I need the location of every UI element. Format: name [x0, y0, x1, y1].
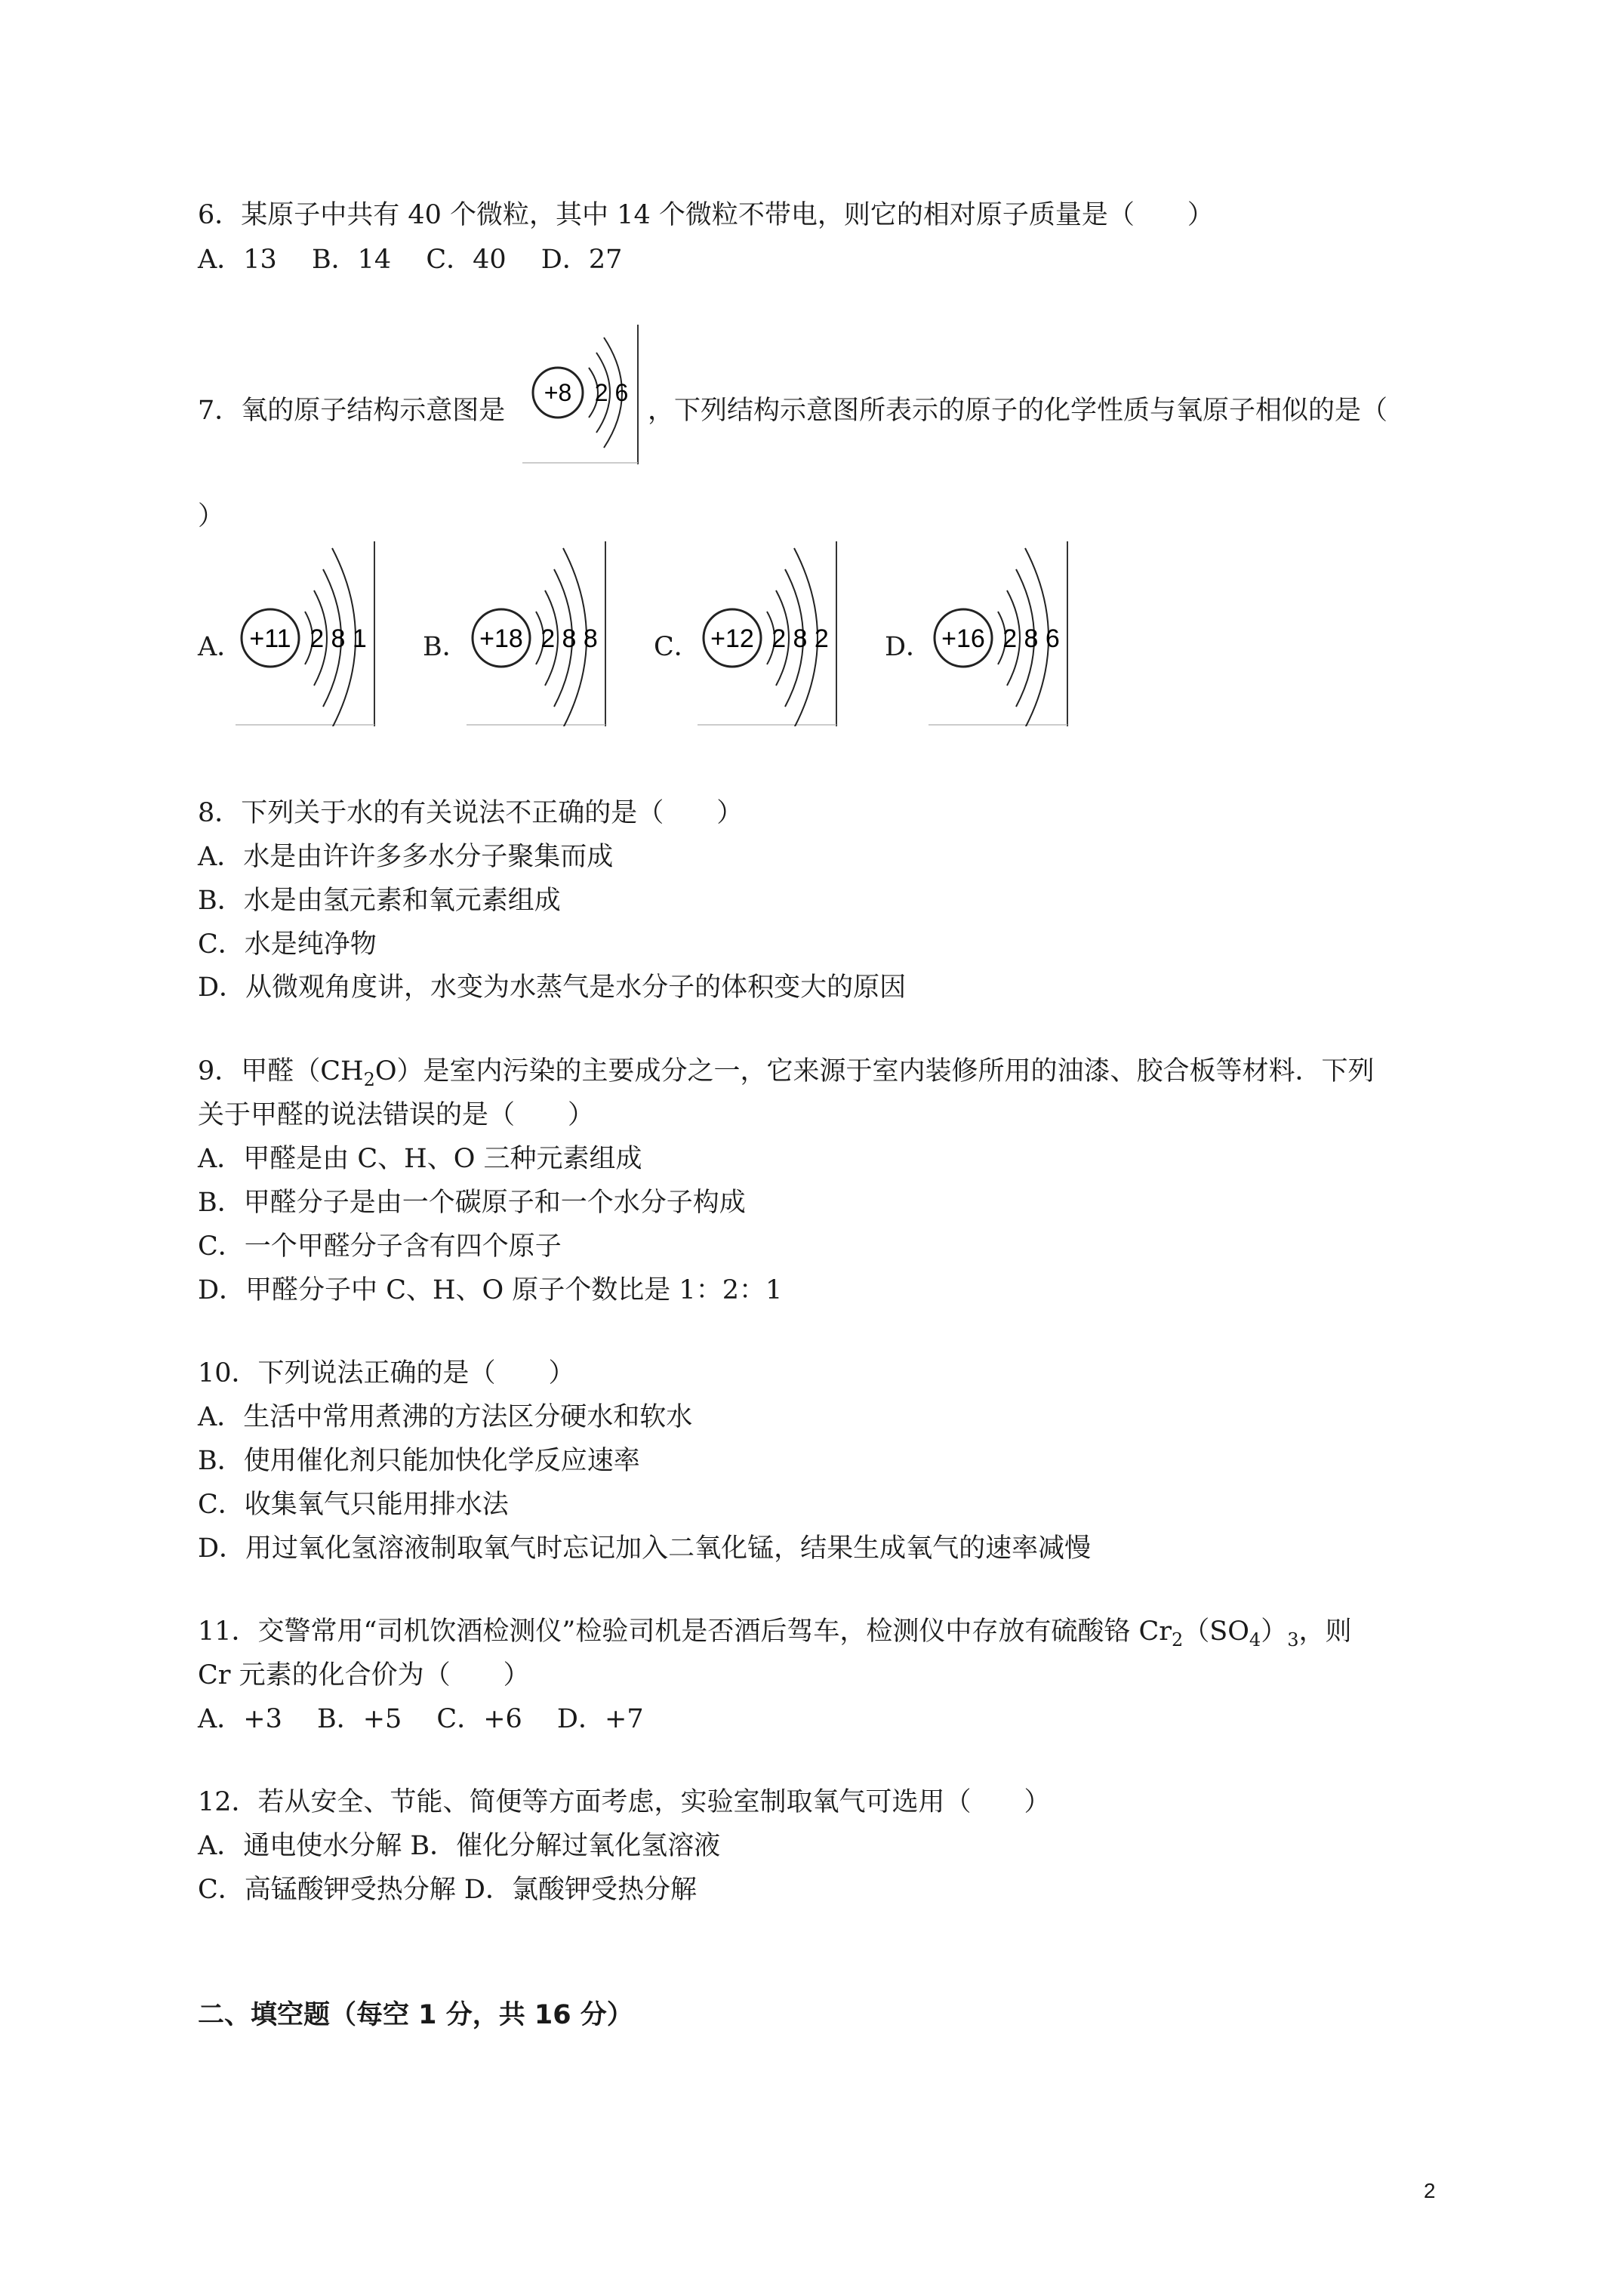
q10-option-b: B．使用催化剂只能加快化学反应速率 — [198, 1446, 640, 1476]
oxygen-electrons: 2 6 — [594, 379, 629, 406]
q12-stem: 12．若从安全、节能、简便等方面考虑，实验室制取氧气可选用（ ） — [198, 1787, 1051, 1817]
q7-option-b-nucleus: +18 — [479, 624, 523, 653]
q10-option-d: D．用过氧化氢溶液制取氧气时忘记加入二氧化锰，结果生成氧气的速率减慢 — [198, 1533, 1092, 1564]
q7-option-d-nucleus: +16 — [941, 624, 985, 653]
q7-option-d-label: D． — [885, 632, 933, 662]
q7-stem-after: ，下列结构示意图所表示的原子的化学性质与氧原子相似的是（ — [648, 396, 1388, 426]
q10-option-a: A．生活中常用煮沸的方法区分硬水和软水 — [198, 1402, 693, 1432]
q7-option-c-electrons: 2 8 2 — [771, 624, 829, 653]
q8-option-a: A．水是由许许多多水分子聚集而成 — [198, 842, 614, 872]
page-number: 2 — [1424, 2179, 1436, 2202]
q7-option-b-diagram — [467, 538, 610, 726]
q7-stem-before: 7．氧的原子结构示意图是 — [198, 396, 506, 426]
q7-option-c-nucleus: +12 — [710, 624, 754, 653]
q11-options: A．+3 B．+5 C．+6 D．+7 — [198, 1704, 644, 1734]
q9-stem: 9．甲醛$(CH_2O)$是室内污染的主要成分之一，它来源于室内装修所用的油漆、胶合板等材料．下列 — [198, 1056, 1375, 1090]
q7-option-a-label: A． — [198, 632, 244, 662]
q7-option-a-nucleus: +11 — [249, 624, 291, 653]
q12-options-cd: C．高锰酸钾受热分解 D．氯酸钾受热分解 — [198, 1875, 697, 1905]
q7-option-a-diagram — [236, 538, 379, 726]
q8-option-d: D．从微观角度讲，水变为水蒸气是水分子的体积变大的原因 — [198, 972, 907, 1003]
q7-option-d-electrons: 2 8 6 — [1002, 624, 1060, 653]
q9-option-d: D．甲醛分子中 C、H、O 原子个数比是 1：2：1 — [198, 1275, 783, 1305]
q7-option-b-electrons: 2 8 8 — [540, 624, 598, 653]
q7-option-d-diagram — [929, 538, 1072, 726]
oxygen-atom-diagram — [522, 321, 643, 464]
q7-option-b-label: B． — [423, 632, 469, 662]
q11-stem-line2: Cr 元素的化合价为（ ） — [198, 1660, 530, 1690]
section-heading: 二、填空题（每空 1 分，共 16 分） — [198, 2000, 633, 2030]
q10-option-c: C．收集氧气只能用排水法 — [198, 1490, 509, 1520]
q9-option-c: C．一个甲醛分子含有四个原子 — [198, 1231, 562, 1262]
q12-options-ab: A．通电使水分解 B．催化分解过氧化氢溶液 — [198, 1831, 721, 1861]
q7-option-a-electrons: 2 8 1 — [310, 624, 367, 653]
q7-option-c-diagram — [698, 538, 841, 726]
q7-stem-close: ） — [198, 501, 225, 532]
q8-option-c: C．水是纯净物 — [198, 929, 377, 960]
q6-stem: 6．某原子中共有 40 个微粒，其中 14 个微粒不带电，则它的相对原子质量是（ ） — [198, 200, 1214, 230]
q7-option-c-label: C． — [654, 632, 701, 662]
q9-stem-line2: 关于甲醛的说法错误的是（ ） — [198, 1100, 595, 1130]
q10-stem: 10．下列说法正确的是（ ） — [198, 1358, 575, 1388]
q8-stem: 8．下列关于水的有关说法不正确的是（ ） — [198, 798, 744, 828]
q6-options: A．13 B．14 C．40 D．27 — [198, 245, 623, 275]
q9-option-a: A．甲醛是由 C、H、O 三种元素组成 — [198, 1144, 642, 1174]
q11-stem: 11．交警常用“司机饮酒检测仪”检验司机是否酒后驾车，检测仪中存放有硫酸铬 $Cr_2(SO_4)_3$，则 — [198, 1616, 1352, 1650]
q8-option-b: B．水是由氢元素和氧元素组成 — [198, 886, 561, 916]
q9-option-b: B．甲醛分子是由一个碳原子和一个水分子构成 — [198, 1188, 746, 1218]
oxygen-nucleus: +8 — [544, 379, 572, 406]
